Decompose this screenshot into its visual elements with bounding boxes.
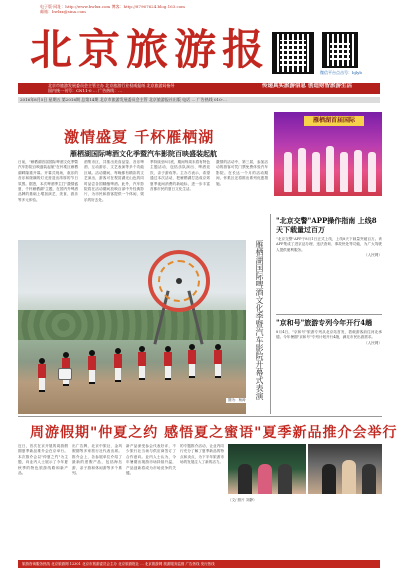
qr-caption: 微信平台点击号：bjlyb — [320, 70, 362, 75]
header-bar-text: 北京市旅游发展委员会主管主办 北京旅游行业权威报纸 北京旅游局指导 国内统一刊号：CN11-0 … 广告热线：… — [48, 83, 175, 93]
right-news-body: 8月4日，"京和号"旅游专列从北京站首发，搭载游客前往河北承德。今年暑期"京和号"专列计划开行4趟，满足市民出游需求。 — [276, 330, 382, 340]
main-subheadline: 雁栖湖国际啤酒文化季暨汽车影院百映盛装起航 — [70, 149, 217, 158]
parade-photo — [18, 240, 246, 414]
contact-line-2: 邮箱：bwlxx@sina.com — [40, 9, 86, 14]
stage-sign: 雁栖湖首届国际 — [304, 116, 364, 126]
main-headline: 激情盛夏 千杯雁栖湖 — [64, 128, 215, 146]
contact-line-1: 电子版·网址：http://www.bwlxx.com 博客：http://87967624.blog.163.com — [40, 4, 185, 9]
presenters-photo — [228, 444, 306, 494]
section-divider — [276, 314, 382, 315]
main-body-col-1: 日前，"雁栖湖首届国际啤酒文化季暨汽车影院百映盛装起航"在怀柔区雁栖湖畔隆重开幕。开幕式现场，欢乐的音乐和斑斓的灯光营造出浓厚的节日氛围。据悉，本次啤酒季主打"激情盛夏，千杯雁栖湖"主题，在国内外啤酒品牌的基础上增加演艺、美食、游乐等多元体验。 — [18, 160, 78, 202]
bottom-body-col-3: 新产品深受参会代表好评，不少旅行社当场与供应商签订了合作意向。业内人士认为，今年暑期出境游市场持续升温，产品创新将成为市场竞争的关键。 — [126, 444, 176, 476]
dateline: 2016年8月5日 星期五 第2016期 总第14期 北京市旅游发展委员会主管 北京旅游报社出版 电话 … 广告热线 010-… — [20, 97, 227, 102]
bottom-body-col-4: 的专题推介活动，让业内同行充分了解了夏季新品的特点和卖点，为下半年旅游市场的发展注入了新的活力。 — [180, 444, 224, 465]
qr-code-icon — [272, 32, 314, 74]
masthead: 北京旅游报 — [30, 25, 271, 74]
tagline: 传递真实旅游信息 创造财智旅游生活 — [262, 83, 352, 89]
side-caption: 雁栖湖国际啤酒文化季暨汽车影院开幕式表演 — [255, 240, 264, 400]
section-divider — [18, 416, 382, 417]
main-body-col-2: 酒集市区，共推出美食品鉴、音乐啤酒、互动游乐、文艺表演等多个功能区域。活动期间，每晚都有精彩的文艺演出，游客可在观赏湖光山色的同时品尝各国精酿啤酒。此外，汽车影院将在活动期间放映百部中外经典影片，为市民和游客提供一个休闲、娱乐的好去处。 — [84, 160, 144, 202]
bottom-body-col-2: 出广告牌，北京中旅社、金风假期等多家旅行社代表出席。推介会上，各参展单位介绍了最新的度假产品，包括海岛游、亲子游和休闲游等多个系列。 — [72, 444, 122, 476]
column-divider — [270, 214, 271, 414]
right-news-2 — [276, 318, 382, 346]
bottom-credit: （文/ 照片 刘静） — [228, 498, 257, 502]
right-news-credit: （人民网） — [364, 253, 382, 258]
photo-caption: 图为：杨涛 — [228, 398, 246, 402]
main-body-col-3: 季持续至8月底，期间每周末将有特色主题活动，包括乐队演出、啤酒竞饮、亲子游戏等。主办方表示，希望通过本次活动，把雁栖湖打造成京郊夏季夜间消费的新地标，进一步丰富首都市民的夏日文化生活。 — [150, 160, 210, 192]
contact-info — [40, 4, 185, 14]
stage-photo — [274, 112, 382, 196]
bottom-body-col-1: 近日，首次在京开展的周游假期夏季新品推介会在京举行。本次推介会以"仲夏之约"为主题，向业内人士展示了今年夏秋季的特色旅游线路和新产品。 — [18, 444, 68, 476]
right-news-body: "北京交警"APP于8月1日正式上线，上线8天下载量突破百万。该APP集成了进京证办理、违法查询、事故快处等功能，为广大驾驶人提供便利服务。 — [276, 237, 382, 252]
right-news-credit: （人民网） — [364, 340, 382, 345]
right-news-title: "京和号"旅游专列今年开行4趟 — [276, 318, 373, 327]
right-news-1 — [276, 216, 382, 259]
bottom-headline: 周游假期"仲夏之约 感悟夏之蜜语"夏季新品推介会举行 — [30, 425, 398, 441]
footer-text: 旅游咨询服务热线 北京旅游网 12301 北京市旅游委员会主办 北京旅游报社 … 北京旅游网 旅游服务监督 广告热线 发行热线 — [22, 562, 215, 566]
event-photo — [308, 444, 382, 494]
right-news-title: "北京交警"APP操作指南 上线8天下载量过百万 — [276, 216, 377, 234]
qr-code-icon — [322, 32, 358, 68]
main-body-col-4: 激情的活动中，第三届，参加活动的游客可凭门票免费体验汽车影院。在长达一个月的活动期间，怀柔区还将推出系列优惠措施。 — [216, 160, 268, 186]
